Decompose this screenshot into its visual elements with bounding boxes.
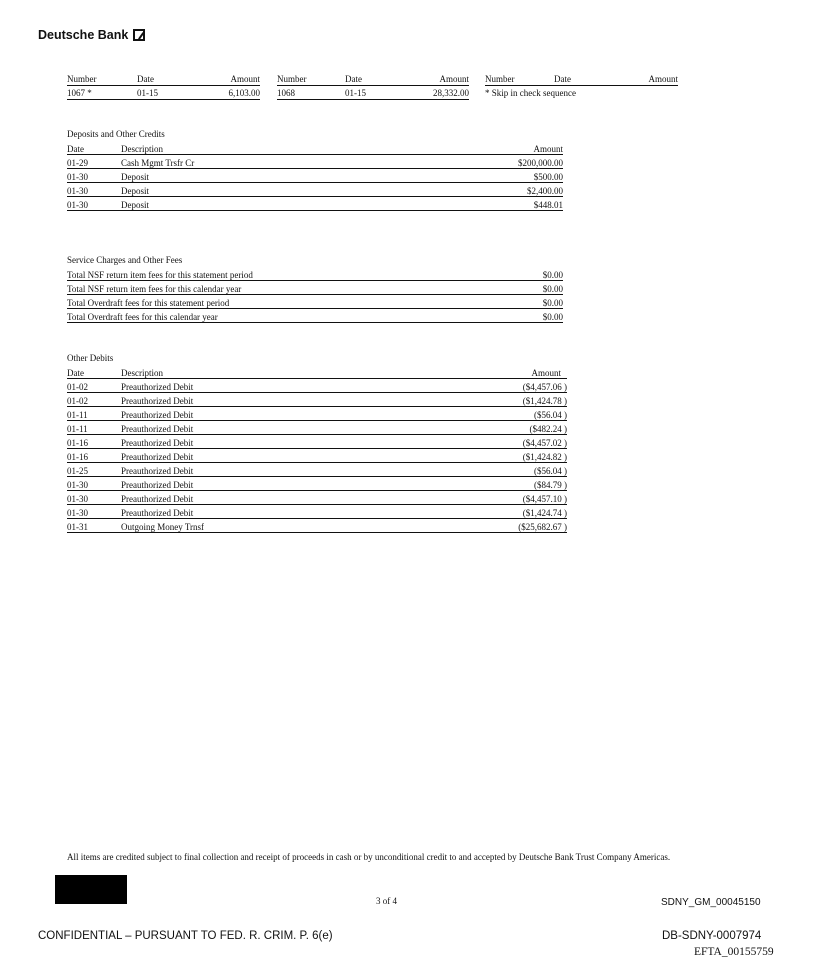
check-amount: 28,332.00 (433, 88, 469, 98)
row-description: Preauthorized Debit (121, 477, 437, 491)
check-number: 1068 (277, 88, 295, 98)
row-amount: $2,400.00 (433, 183, 563, 197)
row-date: 01-30 (67, 491, 121, 505)
row-date: 01-25 (67, 463, 121, 477)
checks-header-date: Date (137, 74, 154, 84)
row-amount: $200,000.00 (433, 155, 563, 169)
row-description: Deposit (121, 169, 433, 183)
row-date: 01-11 (67, 407, 121, 421)
row-date: 01-30 (67, 477, 121, 491)
row-amount: $448.01 (433, 197, 563, 211)
table-row (67, 267, 563, 281)
row-description: Preauthorized Debit (121, 505, 437, 519)
header-date: Date (67, 141, 121, 155)
row-date: 01-16 (67, 449, 121, 463)
row-date: 01-02 (67, 393, 121, 407)
check-row (277, 87, 469, 100)
row-date: 01-30 (67, 505, 121, 519)
row-amount: ($482.24 ) (437, 421, 567, 435)
checks-header-group-2 (277, 73, 469, 86)
checks-header-number: Number (277, 74, 307, 84)
checks-header-number: Number (485, 74, 515, 84)
deposits-table (67, 141, 563, 211)
fee-amount: $0.00 (443, 295, 563, 309)
confidential-notice: CONFIDENTIAL – PURSUANT TO FED. R. CRIM. P. 6(e) (38, 930, 333, 942)
row-amount: $500.00 (433, 169, 563, 183)
service-charges-title: Service Charges and Other Fees (67, 255, 183, 265)
skip-note: * Skip in check sequence (485, 88, 576, 98)
fee-amount: $0.00 (443, 267, 563, 281)
row-date: 01-30 (67, 197, 121, 211)
check-row (67, 87, 260, 100)
row-description: Preauthorized Debit (121, 491, 437, 505)
check-date: 01-15 (345, 88, 366, 98)
row-amount: ($1,424.74 ) (437, 505, 567, 519)
table-row (67, 155, 563, 169)
row-description: Preauthorized Debit (121, 463, 437, 477)
row-description: Preauthorized Debit (121, 379, 437, 393)
row-amount: ($56.04 ) (437, 407, 567, 421)
table-row (67, 309, 563, 323)
row-description: Preauthorized Debit (121, 393, 437, 407)
db-reference: DB-SDNY-0007974 (662, 930, 762, 942)
header-amount: Amount (433, 141, 563, 155)
table-row (67, 505, 567, 519)
fee-label: Total Overdraft fees for this calendar year (67, 309, 443, 323)
bank-logo (38, 28, 145, 42)
table-row (67, 519, 567, 533)
table-row (67, 421, 567, 435)
footer-disclaimer: All items are credited subject to final collection and receipt of proceeds in cash or by unconditional credit to and accepted by Deutsche Bank Trust Company Americas. (67, 852, 671, 862)
row-amount: ($4,457.02 ) (437, 435, 567, 449)
table-row (67, 393, 567, 407)
table-row (67, 435, 567, 449)
fee-amount: $0.00 (443, 309, 563, 323)
row-description: Outgoing Money Trnsf (121, 519, 437, 533)
row-amount: ($1,424.82 ) (437, 449, 567, 463)
table-row (67, 169, 563, 183)
checks-header-date: Date (554, 74, 571, 84)
table-row (67, 197, 563, 211)
bates-number: SDNY_GM_00045150 (661, 897, 761, 908)
checks-header-amount: Amount (230, 74, 260, 84)
other-debits-title: Other Debits (67, 353, 114, 363)
row-date: 01-29 (67, 155, 121, 169)
table-row (67, 183, 563, 197)
row-date: 01-11 (67, 421, 121, 435)
efta-reference: EFTA_00155759 (694, 946, 774, 958)
table-row (67, 281, 563, 295)
page-number: 3 of 4 (376, 896, 397, 906)
checks-header-amount: Amount (648, 74, 678, 84)
table-row (67, 407, 567, 421)
other-debits-table (67, 365, 567, 533)
deposits-header-row (67, 141, 563, 155)
table-row (67, 449, 567, 463)
row-amount: ($1,424.78 ) (437, 393, 567, 407)
row-date: 01-31 (67, 519, 121, 533)
checks-header-date: Date (345, 74, 362, 84)
row-date: 01-30 (67, 169, 121, 183)
row-amount: ($25,682.67 ) (437, 519, 567, 533)
row-amount: ($4,457.06 ) (437, 379, 567, 393)
checks-header-group-3 (485, 73, 678, 86)
row-amount: ($56.04 ) (437, 463, 567, 477)
deutsche-bank-slash-icon (133, 29, 145, 41)
fee-label: Total Overdraft fees for this statement period (67, 295, 443, 309)
checks-header-number: Number (67, 74, 97, 84)
row-description: Cash Mgmt Trsfr Cr (121, 155, 433, 169)
row-amount: ($4,457.10 ) (437, 491, 567, 505)
table-row (67, 379, 567, 393)
check-number: 1067 * (67, 88, 92, 98)
checks-header-amount: Amount (439, 74, 469, 84)
row-date: 01-30 (67, 183, 121, 197)
checks-header-group-1 (67, 73, 260, 86)
table-row (67, 477, 567, 491)
row-date: 01-02 (67, 379, 121, 393)
row-description: Deposit (121, 183, 433, 197)
redaction-block (55, 875, 127, 904)
check-amount: 6,103.00 (228, 88, 260, 98)
service-charges-table (67, 267, 563, 323)
row-description: Preauthorized Debit (121, 421, 437, 435)
table-row (67, 491, 567, 505)
row-description: Preauthorized Debit (121, 435, 437, 449)
deposits-title: Deposits and Other Credits (67, 129, 165, 139)
header-amount: Amount (437, 365, 567, 379)
fee-amount: $0.00 (443, 281, 563, 295)
row-date: 01-16 (67, 435, 121, 449)
fee-label: Total NSF return item fees for this calendar year (67, 281, 443, 295)
header-date: Date (67, 365, 121, 379)
row-amount: ($84.79 ) (437, 477, 567, 491)
header-description: Description (121, 365, 437, 379)
check-date: 01-15 (137, 88, 158, 98)
bank-name: Deutsche Bank (38, 28, 129, 42)
fee-label: Total NSF return item fees for this statement period (67, 267, 443, 281)
row-description: Preauthorized Debit (121, 407, 437, 421)
table-row (67, 463, 567, 477)
table-row (67, 295, 563, 309)
row-description: Deposit (121, 197, 433, 211)
other-debits-header-row (67, 365, 567, 379)
row-description: Preauthorized Debit (121, 449, 437, 463)
header-description: Description (121, 141, 433, 155)
